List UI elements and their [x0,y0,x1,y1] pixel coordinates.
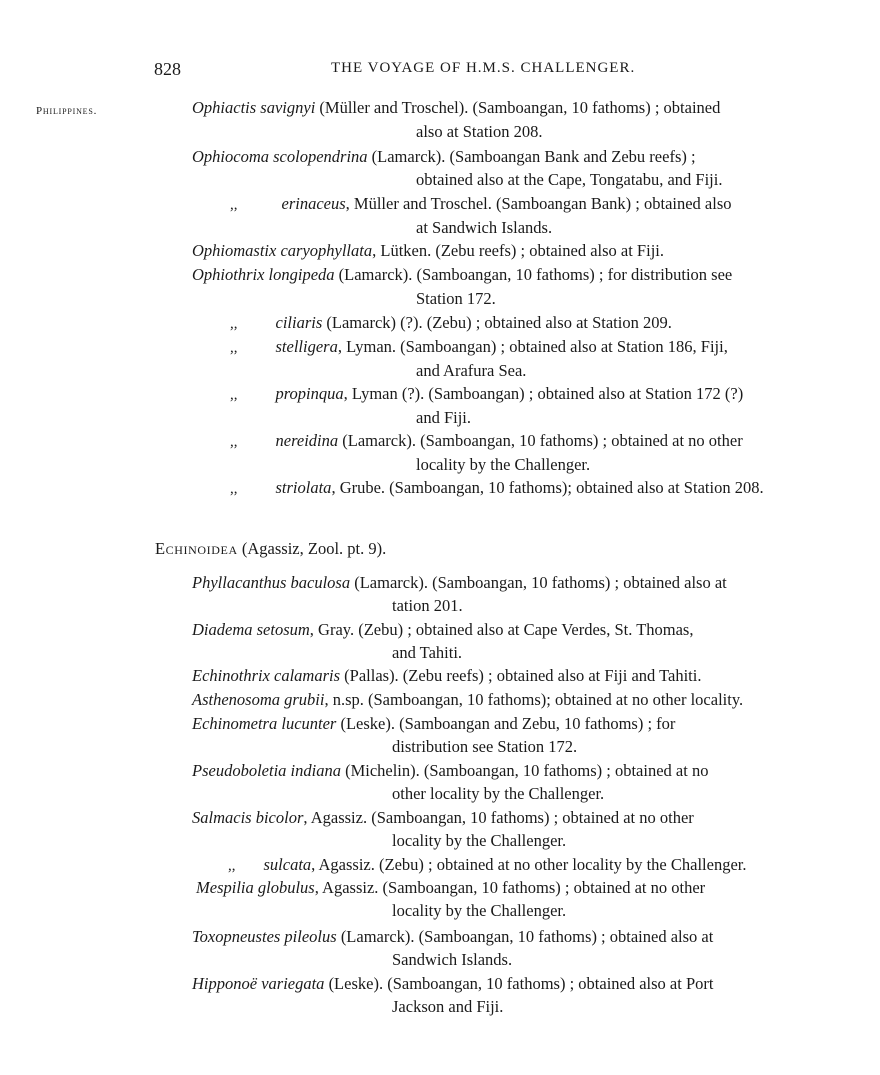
entry-line: Ophiocoma scolopendrina (Lamarck). (Samboangan Bank and Zebu reefs) ; [192,147,696,166]
species-name: Ophiactis savignyi [192,98,316,117]
running-title: THE VOYAGE OF H.M.S. CHALLENGER. [331,60,636,76]
section-heading-label: Echinoidea [155,539,238,558]
entry-line: Pseudoboletia indiana (Michelin). (Samboangan, 10 fathoms) ; obtained at no [192,761,709,780]
species-name: Diadema setosum [192,620,310,639]
species-name: Mespilia globulus [196,878,315,897]
entry-continuation: also at Station 208. [416,122,543,141]
entry-line: ,, sulcata, Agassiz. (Zebu) ; obtained at no other locality by the Challenger. [228,855,747,874]
entry-line: Echinothrix calamaris (Pallas). (Zebu reefs) ; obtained also at Fiji and Tahiti. [192,666,702,685]
species-name: propinqua [275,384,344,403]
entry-line: Asthenosoma grubii, n.sp. (Samboangan, 10 fathoms); obtained at no other locality. [192,690,744,709]
entry-line: Ophiothrix longipeda (Lamarck). (Samboangan, 10 fathoms) ; for distribution see [192,265,733,284]
species-name: Echinometra lucunter [192,714,337,733]
species-name: stelligera [275,337,338,356]
entry-line: ,, erinaceus, Müller and Troschel. (Samboangan Bank) ; obtained also [230,194,732,213]
entry-continuation: distribution see Station 172. [392,737,578,756]
species-name: Hipponoë variegata [192,974,325,993]
section-heading: Echinoidea (Agassiz, Zool. pt. 9). [155,539,387,558]
entry-continuation: locality by the Challenger. [392,901,567,920]
species-name: sulcata [263,855,312,874]
entry-continuation: obtained also at the Cape, Tongatabu, and Fiji. [416,170,723,189]
entry-line: ,, nereidina (Lamarck). (Samboangan, 10 fathoms) ; obtained at no other [230,431,743,450]
entry-line: Echinometra lucunter (Leske). (Samboangan and Zebu, 10 fathoms) ; for [192,714,676,733]
species-name: Echinothrix calamaris [192,666,341,685]
species-name: Toxopneustes pileolus [192,927,337,946]
ditto-mark: ,, [230,316,238,332]
ditto-mark: ,, [230,434,238,450]
ditto-mark: ,, [230,387,238,403]
page-number: 828 [154,59,181,79]
ditto-mark: ,, [230,481,238,497]
species-name: nereidina [275,431,339,450]
species-name: Ophiothrix longipeda [192,265,335,284]
species-name: Asthenosoma grubii [192,690,325,709]
entry-continuation: locality by the Challenger. [392,831,567,850]
ditto-mark: ,, [230,197,238,213]
entry-continuation: other locality by the Challenger. [392,784,605,803]
entry-continuation: at Sandwich Islands. [416,218,553,237]
entry-continuation: and Tahiti. [392,643,463,662]
entry-line: Phyllacanthus baculosa (Lamarck). (Samboangan, 10 fathoms) ; obtained also at [192,573,727,592]
species-name: Pseudoboletia indiana [192,761,341,780]
entry-line: Ophiomastix caryophyllata, Lütken. (Zebu reefs) ; obtained also at Fiji. [192,241,664,260]
species-name: Salmacis bicolor [192,808,304,827]
entry-continuation: Sandwich Islands. [392,950,513,969]
entry-line: Mespilia globulus, Agassiz. (Samboangan, 10 fathoms) ; obtained at no other [196,878,706,897]
species-name: ciliaris [275,313,323,332]
entry-continuation: locality by the Challenger. [416,455,591,474]
entry-line: Salmacis bicolor, Agassiz. (Samboangan, 10 fathoms) ; obtained at no other [192,808,694,827]
species-name: Ophiomastix caryophyllata [192,241,373,260]
species-name: striolata [275,478,332,497]
ditto-mark: ,, [230,340,238,356]
entry-continuation: and Arafura Sea. [416,361,527,380]
entry-continuation: Station 172. [416,289,496,308]
entry-line: ,, propinqua, Lyman (?). (Samboangan) ; obtained also at Station 172 (?) [230,384,744,403]
entry-continuation: and Fiji. [416,408,472,427]
species-name: erinaceus [281,194,346,213]
margin-region-label: Philippines. [36,105,98,117]
entry-line: ,, stelligera, Lyman. (Samboangan) ; obtained also at Station 186, Fiji, [230,337,728,356]
entry-continuation: Jackson and Fiji. [392,997,504,1016]
entry-line: Toxopneustes pileolus (Lamarck). (Samboangan, 10 fathoms) ; obtained also at [192,927,714,946]
ditto-mark: ,, [228,858,236,874]
species-name: Ophiocoma scolopendrina [192,147,368,166]
entry-line: ,, striolata, Grube. (Samboangan, 10 fathoms); obtained also at Station 208. [230,478,764,497]
entry-line: Diadema setosum, Gray. (Zebu) ; obtained also at Cape Verdes, St. Thomas, [192,620,694,639]
entry-line: Ophiactis savignyi (Müller and Troschel). (Samboangan, 10 fathoms) ; obtained [192,98,721,117]
entry-line: ,, ciliaris (Lamarck) (?). (Zebu) ; obtained also at Station 209. [230,313,672,332]
entry-continuation: tation 201. [392,596,463,615]
species-name: Phyllacanthus baculosa [192,573,351,592]
entry-line: Hipponoë variegata (Leske). (Samboangan, 10 fathoms) ; obtained also at Port [192,974,714,993]
